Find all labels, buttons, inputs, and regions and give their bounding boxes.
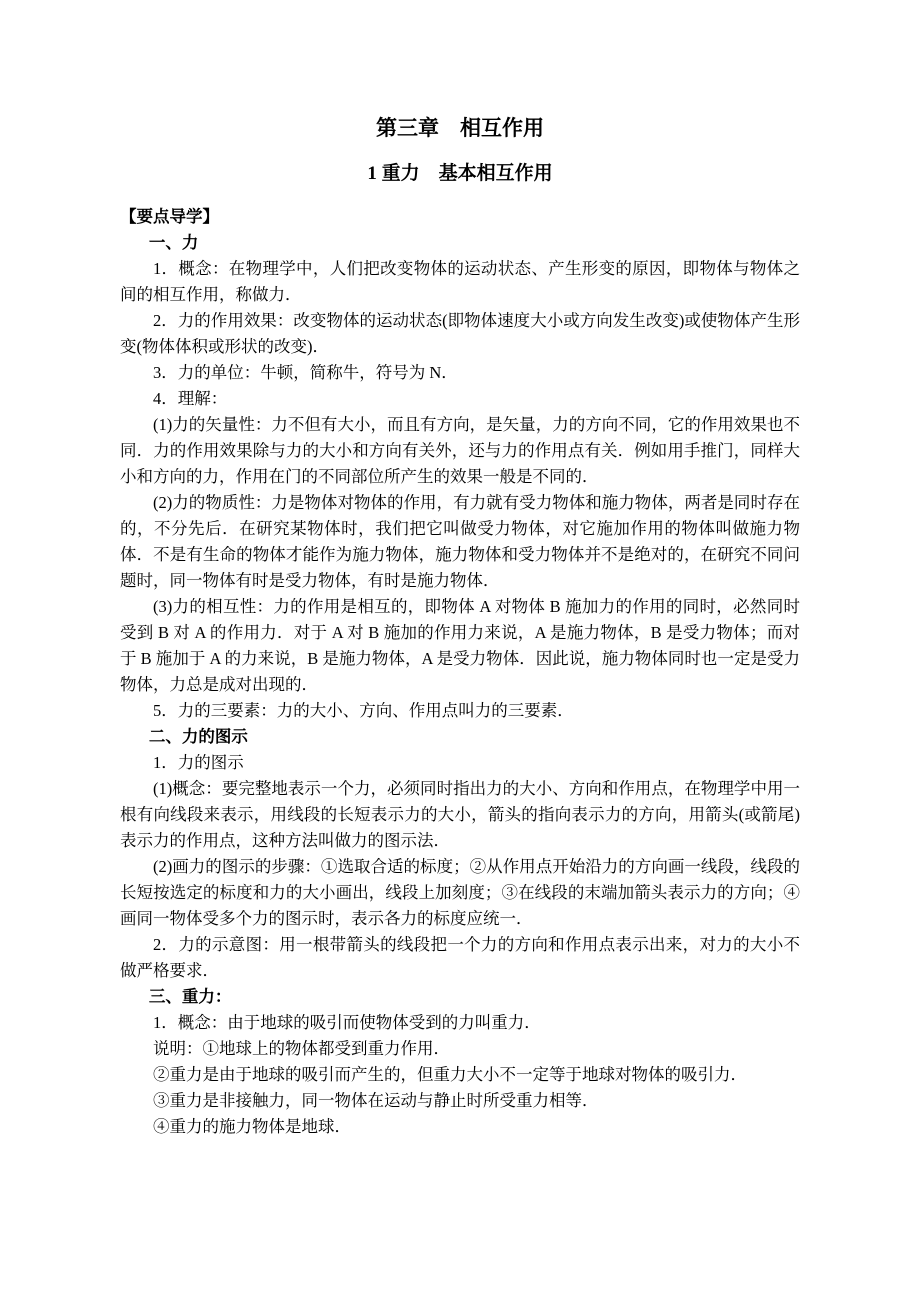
paragraph-force-effect: 2．力的作用效果：改变物体的运动状态(即物体速度大小或方向发生改变)或使物体产生形变(物体体积或形状的改变)．	[120, 311, 800, 356]
sub-heading-gravity: 三、重力：	[148, 987, 232, 1006]
paragraph-gravity-note-2: ②重力是由于地球的吸引而产生的，但重力大小不一定等于地球对物体的吸引力．	[153, 1065, 747, 1084]
paragraph-force-concept: 1．概念：在物理学中，人们把改变物体的运动状态、产生形变的原因，即物体与物体之间的相互作用，称做力．	[120, 259, 800, 304]
sub-heading-force: 一、力	[148, 233, 199, 252]
paragraph-gravity-note-1: 说明：①地球上的物体都受到重力作用．	[153, 1039, 450, 1058]
paragraph-vector-nature: (1)力的矢量性：力不但有大小，而且有方向，是矢量，力的方向不同，它的作用效果也不同．力的作用效果除与力的大小和方向有关外，还与力的作用点有关．例如用手推门，同样大小和方向的力，作用在门的不同部位所产生的效果一般是不同的．	[120, 415, 800, 486]
sub-heading-force-diagram: 二、力的图示	[148, 727, 248, 746]
paragraph-schematic: 2．力的示意图：用一根带箭头的线段把一个力的方向和作用点表示出来，对力的大小不做严格要求．	[120, 935, 800, 980]
chapter-title: 第三章 相互作用	[376, 116, 544, 140]
key-points-heading: 【要点导学】	[120, 207, 219, 226]
paragraph-diagram-steps: (2)画力的图示的步骤：①选取合适的标度；②从作用点开始沿力的方向画一线段，线段的长短按选定的标度和力的大小画出，线段上加刻度；③在线段的末端加箭头表示力的方向；④画同一物体受多个力的图示时，表示各力的标度应统一．	[120, 857, 800, 928]
paragraph-diagram-concept: (1)概念：要完整地表示一个力，必须同时指出力的大小、方向和作用点，在物理学中用一根有向线段来表示，用线段的长短表示力的大小，箭头的指向表示力的方向，用箭头(或箭尾)表示力的作用点，这种方法叫做力的图示法．	[120, 779, 800, 850]
paragraph-material-nature: (2)力的物质性：力是物体对物体的作用，有力就有受力物体和施力物体，两者是同时存在的，不分先后．在研究某物体时，我们把它叫做受力物体，对它施加作用的物体叫做施力物体．不是有生命的物体才能作为施力物体，施力物体和受力物体并不是绝对的，在研究不同问题时，同一物体有时是受力物体，有时是施力物体．	[120, 493, 800, 590]
paragraph-diagram-title: 1．力的图示	[153, 753, 244, 772]
paragraph-three-elements: 5．力的三要素：力的大小、方向、作用点叫力的三要素．	[153, 701, 574, 720]
section-title: 1 重力 基本相互作用	[367, 163, 553, 184]
paragraph-gravity-note-4: ④重力的施力物体是地球．	[153, 1117, 351, 1136]
paragraph-mutual-nature: (3)力的相互性：力的作用是相互的，即物体 A 对物体 B 施加力的作用的同时，必然同时受到 B 对 A 的作用力．对于 A 对 B 施加的作用力来说，A 是施力物体，B 是受力物体；而对于 B 施加于 A 的力来说，B 是施力物体，A 是受力物体．因此说，施力物体同时也一定是受力物体，力总是成对出现的．	[120, 597, 800, 694]
paragraph-understanding: 4．理解：	[153, 389, 228, 408]
paragraph-gravity-note-3: ③重力是非接触力，同一物体在运动与静止时所受重力相等．	[153, 1091, 599, 1110]
paragraph-gravity-concept: 1．概念：由于地球的吸引而使物体受到的力叫重力．	[153, 1013, 541, 1032]
paragraph-force-unit: 3．力的单位：牛顿，简称牛，符号为 N．	[153, 363, 458, 382]
